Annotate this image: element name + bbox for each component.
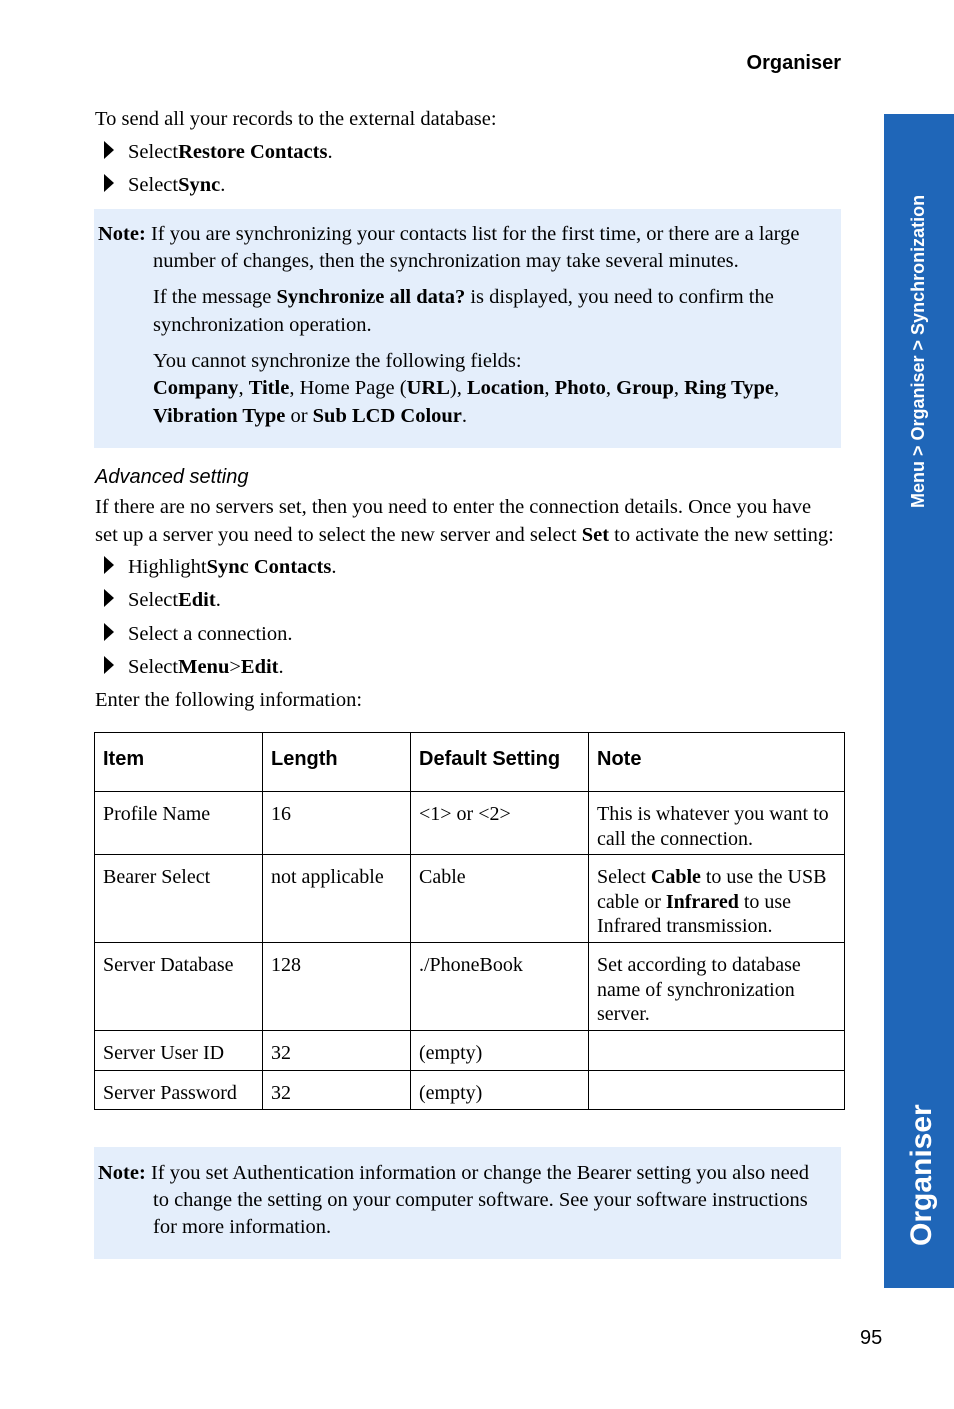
table-cell: (empty)	[411, 1031, 589, 1071]
table-header-row	[95, 733, 845, 792]
note-fields-line: Vibration Type or Sub LCD Colour.	[153, 405, 468, 427]
table-cell	[589, 1071, 845, 1110]
table-cell: Select Cable to use the USB cable or Infrared to use Infrared transmission.	[589, 855, 845, 943]
table-cell: ./PhoneBook	[411, 943, 589, 1031]
table-cell: <1> or <2>	[411, 792, 589, 855]
table-cell: (empty)	[411, 1071, 589, 1110]
settings-table	[94, 732, 845, 1110]
bullet-triangle-icon	[104, 141, 114, 159]
note-line: Note: If you set Authentication information or change the Bearer setting you also need	[98, 1162, 810, 1184]
paragraph-line: If there are no servers set, then you need to enter the connection details. Once you have	[95, 496, 812, 518]
list-item: Select Edit .	[104, 586, 221, 614]
list-item: Select a connection.	[104, 620, 293, 648]
paragraph-line: set up a server you need to select the new server and select Set to activate the new setting:	[95, 524, 834, 546]
note-label: Note:	[98, 1162, 146, 1184]
table-header-cell: Default Setting	[411, 733, 589, 792]
table-cell: Cable	[411, 855, 589, 943]
intro-text: To send all your records to the external database:	[95, 108, 497, 130]
table-cell	[589, 1031, 845, 1071]
table-row	[95, 1071, 845, 1110]
table-cell: 128	[263, 943, 411, 1031]
list-item: Select Restore Contacts .	[104, 138, 333, 166]
note-fields-line: Company, Title, Home Page (URL), Location, Photo, Group, Ring Type,	[153, 377, 780, 399]
list-item: Select Menu > Edit .	[104, 653, 284, 681]
note-line: You cannot synchronize the following fields:	[153, 350, 522, 372]
table-cell: 32	[263, 1071, 411, 1110]
note-line: for more information.	[153, 1216, 332, 1238]
table-row	[95, 1031, 845, 1071]
page-number: 95	[860, 1327, 883, 1349]
table-cell: This is whatever you want to call the connection.	[589, 792, 845, 855]
table-cell: Bearer Select	[95, 855, 263, 943]
table-header-cell: Length	[263, 733, 411, 792]
table-cell: Server Database	[95, 943, 263, 1031]
table-header-cell: Item	[95, 733, 263, 792]
note-box	[94, 209, 841, 448]
table-row	[95, 792, 845, 855]
side-tab-breadcrumb: Menu > Organiser > Synchronization	[908, 194, 928, 508]
note-line: synchronization operation.	[153, 314, 372, 336]
table-cell: Server User ID	[95, 1031, 263, 1071]
table-cell: Set according to database name of synchronization server.	[589, 943, 845, 1031]
bullet-triangle-icon	[104, 556, 114, 574]
table-cell: Profile Name	[95, 792, 263, 855]
table-row	[95, 943, 845, 1031]
note-box	[94, 1147, 841, 1259]
bullet-triangle-icon	[104, 623, 114, 641]
enter-info-text: Enter the following information:	[95, 689, 363, 711]
note-line: number of changes, then the synchronization may take several minutes.	[153, 250, 739, 272]
bullet-triangle-icon	[104, 589, 114, 607]
bullet-triangle-icon	[104, 656, 114, 674]
bullet-triangle-icon	[104, 174, 114, 192]
list-item: Select Sync .	[104, 171, 225, 199]
note-line: to change the setting on your computer software. See your software instructions	[153, 1189, 808, 1211]
note-line: Note: If you are synchronizing your contacts list for the first time, or there are a large	[98, 223, 800, 245]
note-label: Note:	[98, 223, 146, 245]
note-line: If the message Synchronize all data? is displayed, you need to confirm the	[153, 286, 774, 308]
running-header: Organiser	[746, 52, 841, 74]
table-cell: Server Password	[95, 1071, 263, 1110]
table-cell: 32	[263, 1031, 411, 1071]
table-cell: not applicable	[263, 855, 411, 943]
section-heading: Advanced setting	[95, 466, 249, 488]
table-cell: 16	[263, 792, 411, 855]
list-item: Highlight Sync Contacts .	[104, 553, 336, 581]
table-header-cell: Note	[589, 733, 845, 792]
table-row	[95, 855, 845, 943]
side-tab-section-title: Organiser	[905, 1104, 938, 1246]
